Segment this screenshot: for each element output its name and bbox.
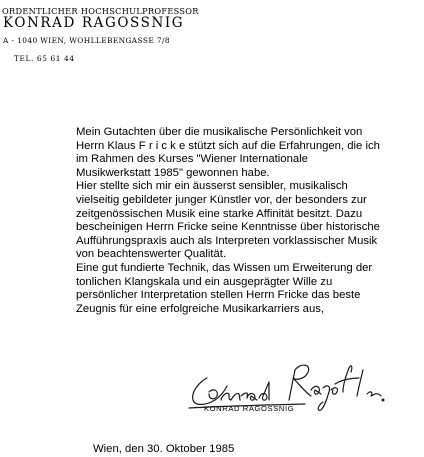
letterhead-address: A - 1040 WIEN, WOHLLEBENGASSE 7/8 bbox=[3, 36, 170, 45]
body-line: vielseitig gebildeter junger Künstler vor, der besonders zur bbox=[76, 193, 367, 206]
body-line: persönlicher Interpretation stellen Herrn Fricke das beste bbox=[76, 289, 361, 302]
signature-caption: KONRAD RAGOSSNIG bbox=[204, 404, 295, 413]
body-line: Aufführungspraxis auch als Interpreten vorklassischer Musik bbox=[76, 234, 378, 247]
body-line: von beachtenswerter Qualität. bbox=[76, 248, 227, 261]
letter-body bbox=[76, 126, 421, 316]
body-line: Hier stellte sich mir ein äusserst sensibler, musikalisch bbox=[76, 180, 348, 193]
body-line: Eine gut fundierte Technik, das Wissen um Erweiterung der bbox=[76, 261, 373, 274]
body-line: tonlichen Klangskala und ein ausgeprägter Wille zu bbox=[76, 275, 333, 288]
date-line: Wien, den 30. Oktober 1985 bbox=[93, 443, 235, 455]
letterhead-phone: TEL. 65 61 44 bbox=[14, 54, 75, 63]
letterhead-name: KONRAD RAGOSSNIG bbox=[3, 15, 185, 31]
body-line: bescheinigen Herrn Fricke seine Kenntnisse über historische bbox=[76, 221, 380, 234]
body-line: Herrn Klaus F r i c k e stützt sich auf die Erfahrungen, die ich bbox=[76, 139, 380, 152]
body-line: Mein Gutachten über die musikalische Persönlichkeit von bbox=[76, 126, 363, 138]
body-line: Zeugnis für eine erfolgreiche Musikarkarriers aus, bbox=[76, 302, 325, 315]
letterhead-title: ORDENTLICHER HOCHSCHULPROFESSOR bbox=[2, 6, 199, 16]
body-line: Musikwerkstatt 1985" gewonnen habe. bbox=[76, 166, 270, 179]
body-line: zeitgenössischen Musik eine starke Affinität besitzt. Dazu bbox=[76, 207, 363, 220]
body-line: im Rahmen des Kurses "Wiener Internationale bbox=[76, 153, 308, 166]
